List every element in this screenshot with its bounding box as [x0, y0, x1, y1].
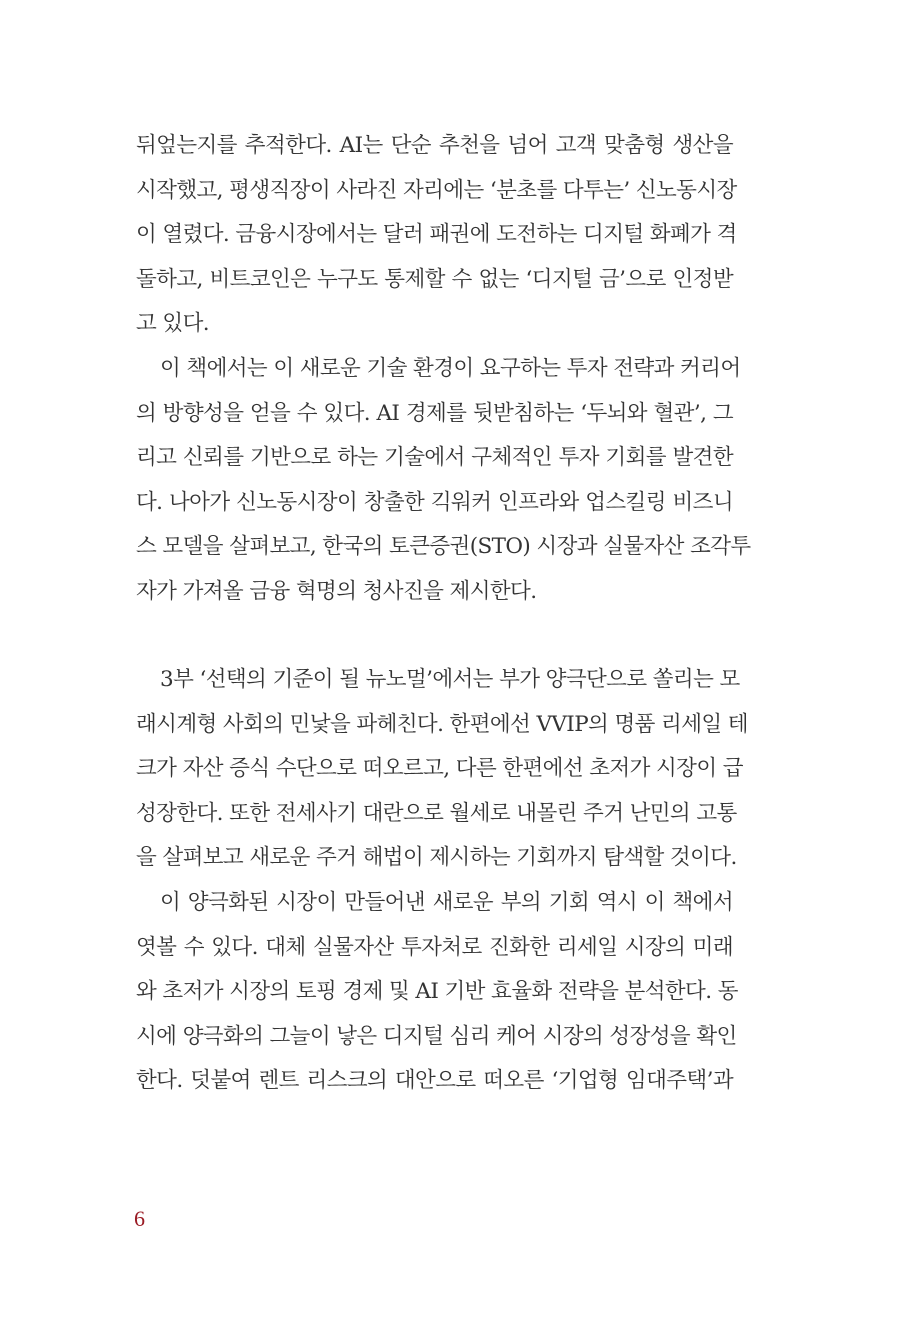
text-line: 크가 자산 증식 수단으로 떠오르고, 다른 한편에선 초저가 시장이 급	[136, 756, 743, 782]
text-line: 시에 양극화의 그늘이 낳은 디지털 심리 케어 시장의 성장성을 확인	[136, 1023, 737, 1049]
text-line: 스 모델을 살펴보고, 한국의 토큰증권(STO) 시장과 실물자산 조각투	[136, 534, 751, 560]
text-line: 이 열렸다. 금융시장에서는 달러 패권에 도전하는 디지털 화폐가 격	[136, 222, 737, 248]
text-line: 엿볼 수 있다. 대체 실물자산 투자처로 진화한 리세일 시장의 미래	[136, 934, 733, 960]
text-line: 이 책에서는 이 새로운 기술 환경이 요구하는 투자 전략과 커리어	[160, 355, 741, 381]
text-line: 한다. 덧붙여 렌트 리스크의 대안으로 떠오른 ‘기업형 임대주택’과	[136, 1068, 733, 1094]
text-line: 돌하고, 비트코인은 누구도 통제할 수 없는 ‘디지털 금’으로 인정받	[136, 266, 733, 292]
text-line: 성장한다. 또한 전세사기 대란으로 월세로 내몰린 주거 난민의 고통	[136, 800, 737, 826]
text-line: 이 양극화된 시장이 만들어낸 새로운 부의 기회 역시 이 책에서	[160, 889, 733, 915]
text-line: 3부 ‘선택의 기준이 될 뉴노멀’에서는 부가 양극단으로 쏠리는 모	[160, 667, 740, 692]
text-line: 뒤엎는지를 추적한다. AI는 단순 추천을 넘어 고객 맞춤형 생산을	[136, 133, 733, 158]
section-1	[136, 124, 751, 615]
text-line: 을 살펴보고 새로운 주거 해법이 제시하는 기회까지 탐색할 것이다.	[136, 845, 737, 871]
section-2	[136, 658, 748, 1104]
text-line: 다. 나아가 신노동시장이 창출한 긱워커 인프라와 업스킬링 비즈니	[136, 489, 733, 515]
text-line: 고 있다.	[136, 311, 209, 337]
page-number: 6	[134, 1206, 145, 1231]
text-line: 리고 신뢰를 기반으로 하는 기술에서 구체적인 투자 기회를 발견한	[136, 445, 733, 471]
text-line: 자가 가져올 금융 혁명의 청사진을 제시한다.	[136, 578, 537, 604]
text-line: 와 초저가 시장의 토핑 경제 및 AI 기반 효율화 전략을 분석한다. 동	[136, 979, 738, 1005]
text-line: 의 방향성을 얻을 수 있다. AI 경제를 뒷받침하는 ‘두뇌와 혈관’, 그	[136, 400, 733, 426]
text-line: 래시계형 사회의 민낯을 파헤친다. 한편에선 VVIP의 명품 리세일 테	[136, 711, 748, 737]
text-line: 시작했고, 평생직장이 사라진 자리에는 ‘분초를 다투는’ 신노동시장	[136, 177, 737, 203]
